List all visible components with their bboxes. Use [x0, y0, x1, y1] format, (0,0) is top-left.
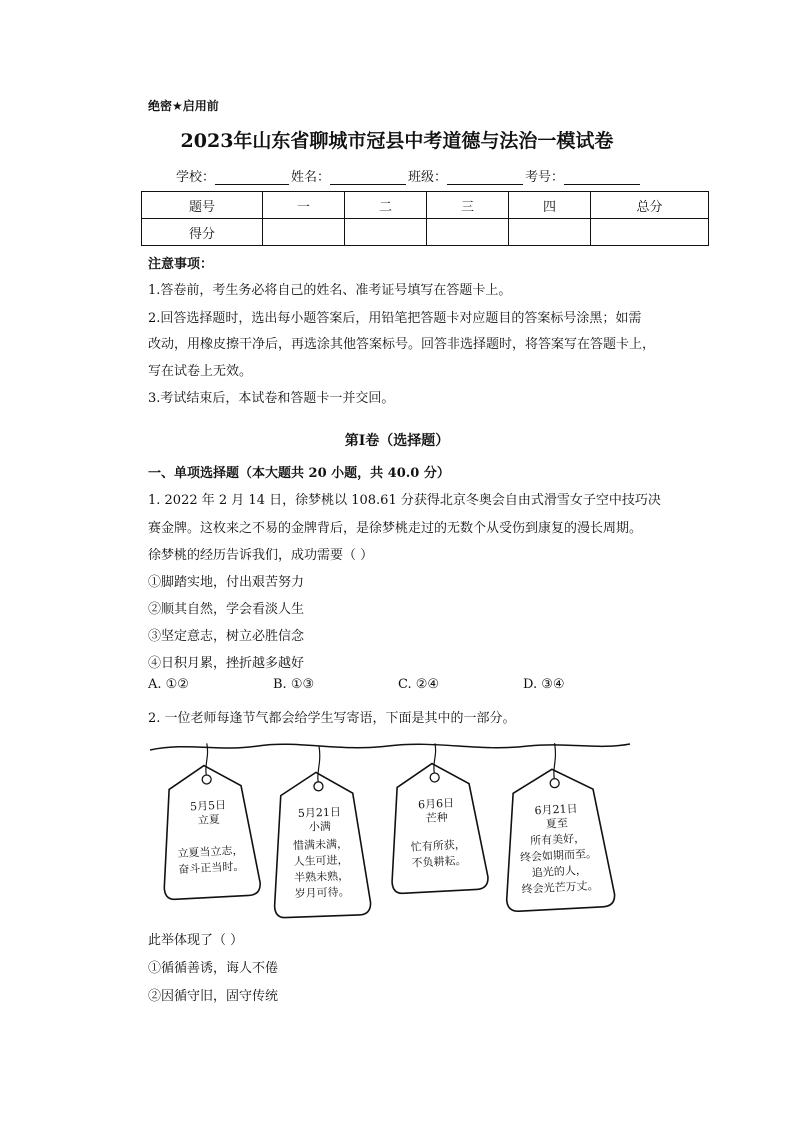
notice-item: 2.回答选择题时，选出每小题答案后，用铅笔把答题卡对应题目的答案标号涂黑；如需 [148, 311, 642, 326]
class-field[interactable] [447, 170, 523, 185]
q1-statement: ④日积月累，挫折越多越好 [148, 656, 305, 671]
tag-3-line: 忙有所获， [410, 837, 467, 854]
score-table-header-row [142, 192, 709, 219]
q2-statement: ①循循善诱，诲人不倦 [148, 961, 279, 976]
q1-statement: ①脚踏实地，付出艰苦努力 [148, 575, 305, 590]
score-header-cell: 一 [263, 192, 345, 219]
tag-2-line: 5月21日 [297, 805, 342, 821]
score-table [141, 191, 709, 246]
notice-item: 3.考试结束后，本试卷和答题卡一并交回。 [148, 391, 395, 406]
notice-item: 写在试卷上无效。 [148, 364, 253, 379]
school-field[interactable] [215, 170, 289, 185]
q2-question: 此举体现了（ ） [148, 933, 244, 948]
tag-2-line: 人生可进， [293, 853, 349, 869]
score-header-cell: 三 [427, 192, 509, 219]
tag-4-line: 追光的人， [531, 863, 588, 880]
score-row-label: 得分 [142, 219, 263, 246]
tag-1-line: 立夏当立志， [177, 843, 244, 861]
score-table-row [142, 219, 709, 246]
q1-options [148, 677, 648, 692]
notice-item: 改动，用橡皮擦干净后，再选涂其他答案标号。回答非选择题时，将答案写在答题卡上， [148, 337, 656, 352]
q1-stem-line: 1. 2022 年 2 月 14 日，徐梦桃以 108.61 分获得北京冬奥会自由式滑雪女子空中技巧决 [148, 493, 661, 508]
score-header-cell: 二 [345, 192, 427, 219]
section-subtitle: 一、单项选择题（本大题共 20 小题，共 40.0 分） [148, 466, 450, 481]
tag-3-line: 不负耕耘。 [411, 853, 467, 870]
score-header-cell: 总分 [591, 192, 709, 219]
page-title: 2023年山东省聊城市冠县中考道德与法治一模试卷 [180, 130, 614, 152]
exam-no-field[interactable] [564, 170, 640, 185]
score-cell[interactable] [427, 219, 509, 246]
confidential-label: 绝密★启用前 [148, 99, 219, 113]
tag-1 [157, 741, 261, 900]
q1-statement: ②顺其自然，学会看淡人生 [148, 602, 305, 617]
tag-3-line: 芒种 [425, 810, 449, 825]
tag-2-line: 惜满未满， [292, 837, 349, 853]
tag-1-line: 5月5日 [189, 798, 227, 814]
q1-statement: ③坚定意志，树立必胜信念 [148, 629, 305, 644]
name-label: 姓名： [291, 170, 331, 185]
tag-3-line: 6月6日 [417, 796, 455, 812]
option-a[interactable]: A. ①② [148, 677, 189, 692]
section-title: 第Ⅰ卷（选择题） [344, 433, 450, 449]
q2-stem: 2. 一位老师每逢节气都会给学生写寄语，下面是其中的一部分。 [148, 711, 516, 726]
exam-no-label: 考号： [525, 170, 565, 185]
tag-4-line: 6月21日 [534, 802, 578, 818]
tag-4-line: 终会如期而至。 [519, 847, 598, 865]
tag-4-line: 所有美好， [529, 831, 586, 848]
tag-1-line: 奋斗正当时。 [178, 859, 245, 877]
tag-3 [385, 741, 489, 894]
option-b[interactable]: B. ①③ [273, 677, 315, 692]
tags-svg [148, 738, 632, 923]
score-cell[interactable] [263, 219, 345, 246]
score-cell[interactable] [591, 219, 709, 246]
tag-4-line: 夏至 [545, 816, 569, 831]
tag-2 [269, 745, 371, 918]
q1-stem-line: 徐梦桃的经历告诉我们，成功需要（ ） [148, 548, 374, 563]
tag-4-line: 终会光芒万丈。 [521, 879, 599, 897]
score-cell[interactable] [509, 219, 591, 246]
score-cell[interactable] [345, 219, 427, 246]
solar-term-tags-illustration [148, 738, 632, 927]
option-d[interactable]: D. ③④ [523, 677, 565, 692]
tag-1-line: 立夏 [197, 812, 221, 827]
q2-statement: ②因循守旧，固守传统 [148, 989, 279, 1004]
tag-2-line: 岁月可待。 [294, 885, 350, 901]
tag-2-line: 小满 [308, 819, 332, 834]
tag-2-line: 半熟未熟， [293, 869, 350, 885]
class-label: 班级： [408, 170, 448, 185]
score-header-cell: 题号 [142, 192, 263, 219]
notice-item: 1.答卷前，考生务必将自己的姓名、准考证号填写在答题卡上。 [148, 283, 512, 298]
q1-stem-line: 赛金牌。这枚来之不易的金牌背后，是徐梦桃走过的无数个从受伤到康复的漫长周期。 [148, 521, 643, 536]
option-c[interactable]: C. ②④ [398, 677, 440, 692]
string-line [150, 744, 630, 750]
student-info-row [176, 166, 642, 185]
school-label: 学校： [176, 170, 216, 185]
tag-4 [499, 740, 616, 911]
name-field[interactable] [330, 170, 406, 185]
notice-title: 注意事项： [148, 257, 214, 272]
score-header-cell: 四 [509, 192, 591, 219]
